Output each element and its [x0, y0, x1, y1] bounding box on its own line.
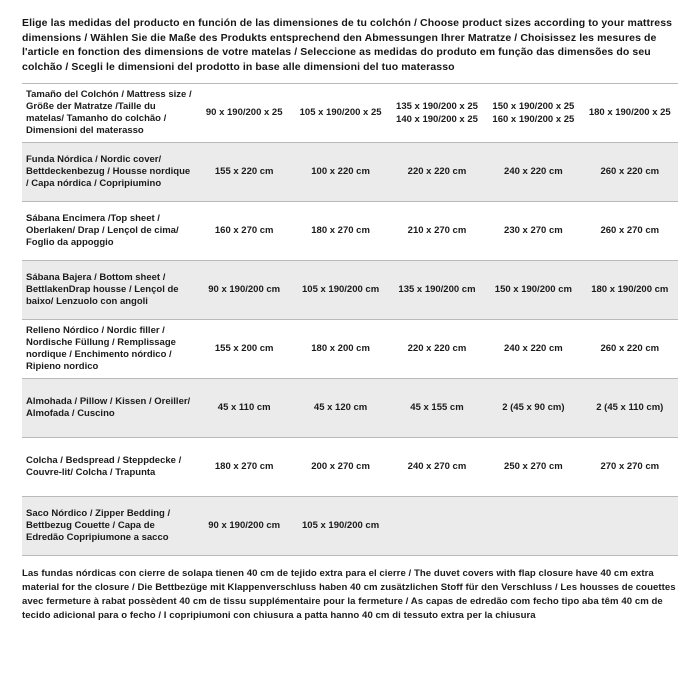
row-label-bottom-sheet: Sábana Bajera / Bottom sheet / BettlakenDrap housse / Lençol de baixo/ Lenzuolo con angoli	[22, 261, 196, 320]
cell-bedspread-1: 180 x 270 cm	[196, 438, 292, 497]
table-row	[22, 143, 678, 202]
cell-bottom-sheet-4: 150 x 190/200 cm	[485, 261, 581, 320]
header-label-mattress-size: Tamaño del Colchón / Mattress size / Größe der Matratze /Taille du matelas/ Tamanho do colchão / Dimensioni del materasso	[22, 84, 196, 143]
row-label-pillow: Almohada / Pillow / Kissen / Oreiller/ Almofada / Cuscino	[22, 379, 196, 438]
table-row	[22, 202, 678, 261]
cell-nordic-filler-1: 155 x 200 cm	[196, 320, 292, 379]
cell-bedspread-3: 240 x 270 cm	[389, 438, 485, 497]
table-row	[22, 320, 678, 379]
cell-pillow-4: 2 (45 x 90 cm)	[485, 379, 581, 438]
cell-top-sheet-3: 210 x 270 cm	[389, 202, 485, 261]
cell-top-sheet-2: 180 x 270 cm	[292, 202, 388, 261]
cell-bedspread-2: 200 x 270 cm	[292, 438, 388, 497]
header-col-4-line-2: 160 x 190/200 x 25	[492, 114, 575, 125]
cell-nordic-cover-4: 240 x 220 cm	[485, 143, 581, 202]
table-header-row	[22, 84, 678, 143]
cell-zipper-bedding-1: 90 x 190/200 cm	[196, 497, 292, 556]
header-col-2: 105 x 190/200 x 25	[292, 84, 388, 143]
cell-bottom-sheet-1: 90 x 190/200 cm	[196, 261, 292, 320]
table-row	[22, 261, 678, 320]
cell-nordic-cover-2: 100 x 220 cm	[292, 143, 388, 202]
cell-nordic-cover-5: 260 x 220 cm	[582, 143, 678, 202]
cell-pillow-1: 45 x 110 cm	[196, 379, 292, 438]
cell-zipper-bedding-3	[389, 497, 485, 556]
cell-nordic-filler-2: 180 x 200 cm	[292, 320, 388, 379]
cell-nordic-cover-1: 155 x 220 cm	[196, 143, 292, 202]
cell-top-sheet-4: 230 x 270 cm	[485, 202, 581, 261]
cell-bottom-sheet-2: 105 x 190/200 cm	[292, 261, 388, 320]
cell-nordic-cover-3: 220 x 220 cm	[389, 143, 485, 202]
cell-top-sheet-1: 160 x 270 cm	[196, 202, 292, 261]
cell-zipper-bedding-2: 105 x 190/200 cm	[292, 497, 388, 556]
header-col-3-line-2: 140 x 190/200 x 25	[396, 114, 478, 125]
cell-bottom-sheet-3: 135 x 190/200 cm	[389, 261, 485, 320]
cell-pillow-5: 2 (45 x 110 cm)	[582, 379, 678, 438]
mattress-size-table	[22, 83, 678, 556]
cell-bottom-sheet-5: 180 x 190/200 cm	[582, 261, 678, 320]
cell-pillow-3: 45 x 155 cm	[389, 379, 485, 438]
footnote-text: Las fundas nórdicas con cierre de solapa tienen 40 cm de tejido extra para el cierre / The duvet covers with flap closure have 40 cm extra material for the closure / Die Bettbezüge mit Klappenverschluss haben 40 cm zusätzlichen Stoff für den Verschluss / Les housses de couettes avec fermeture à rabat possèdent 40 cm de tissu supplémentaire pour la fermeture / As capas de edredão com fecho tipo aba têm 40 cm de tecido adicional para o fecho / I copripiumoni con chiusura a patta hanno 40 cm di tessuto extra per la chiusura	[22, 568, 676, 621]
table-row	[22, 438, 678, 497]
row-label-nordic-filler: Relleno Nórdico / Nordic filler / Nordische Füllung / Remplissage nordique / Enchimento nórdico / Ripieno nordico	[22, 320, 196, 379]
cell-nordic-filler-3: 220 x 220 cm	[389, 320, 485, 379]
header-col-4-line-1: 150 x 190/200 x 25	[492, 101, 575, 112]
table-row	[22, 497, 678, 556]
row-label-bedspread: Colcha / Bedspread / Steppdecke / Couvre-lit/ Colcha / Trapunta	[22, 438, 196, 497]
header-col-3	[389, 84, 485, 143]
row-label-top-sheet: Sábana Encimera /Top sheet / Oberlaken/ Drap / Lençol de cima/ Foglio da appoggio	[22, 202, 196, 261]
cell-bedspread-5: 270 x 270 cm	[582, 438, 678, 497]
header-col-5: 180 x 190/200 x 25	[582, 84, 678, 143]
row-label-zipper-bedding: Saco Nórdico / Zipper Bedding / Bettbezug Couette / Capa de Edredão Copripiumone a sacco	[22, 497, 196, 556]
header-col-1: 90 x 190/200 x 25	[196, 84, 292, 143]
row-label-nordic-cover: Funda Nórdica / Nordic cover/ Bettdeckenbezug / Housse nordique / Capa nórdica / Copripiumino	[22, 143, 196, 202]
intro-paragraph: Elige las medidas del producto en función de las dimensiones de tu colchón / Choose product sizes according to your mattress dimensions / Wählen Sie die Maße des Produkts entsprechend den Abmessungen Ihrer Matratze / Choisissez les mesures de l'article en fonction des dimensions de votre matelas / Seleccione as medidas do produto em função das dimensões do seu colchão / Scegli le dimensioni del prodotto in base alle dimensioni del tuo materasso	[22, 17, 673, 73]
cell-nordic-filler-4: 240 x 220 cm	[485, 320, 581, 379]
cell-pillow-2: 45 x 120 cm	[292, 379, 388, 438]
bottom-spacer	[22, 623, 678, 690]
cell-zipper-bedding-4	[485, 497, 581, 556]
header-col-4	[485, 84, 581, 143]
cell-zipper-bedding-5	[582, 497, 678, 556]
cell-top-sheet-5: 260 x 270 cm	[582, 202, 678, 261]
cell-nordic-filler-5: 260 x 220 cm	[582, 320, 678, 379]
table-row	[22, 379, 678, 438]
header-col-3-line-1: 135 x 190/200 x 25	[396, 101, 478, 112]
cell-bedspread-4: 250 x 270 cm	[485, 438, 581, 497]
